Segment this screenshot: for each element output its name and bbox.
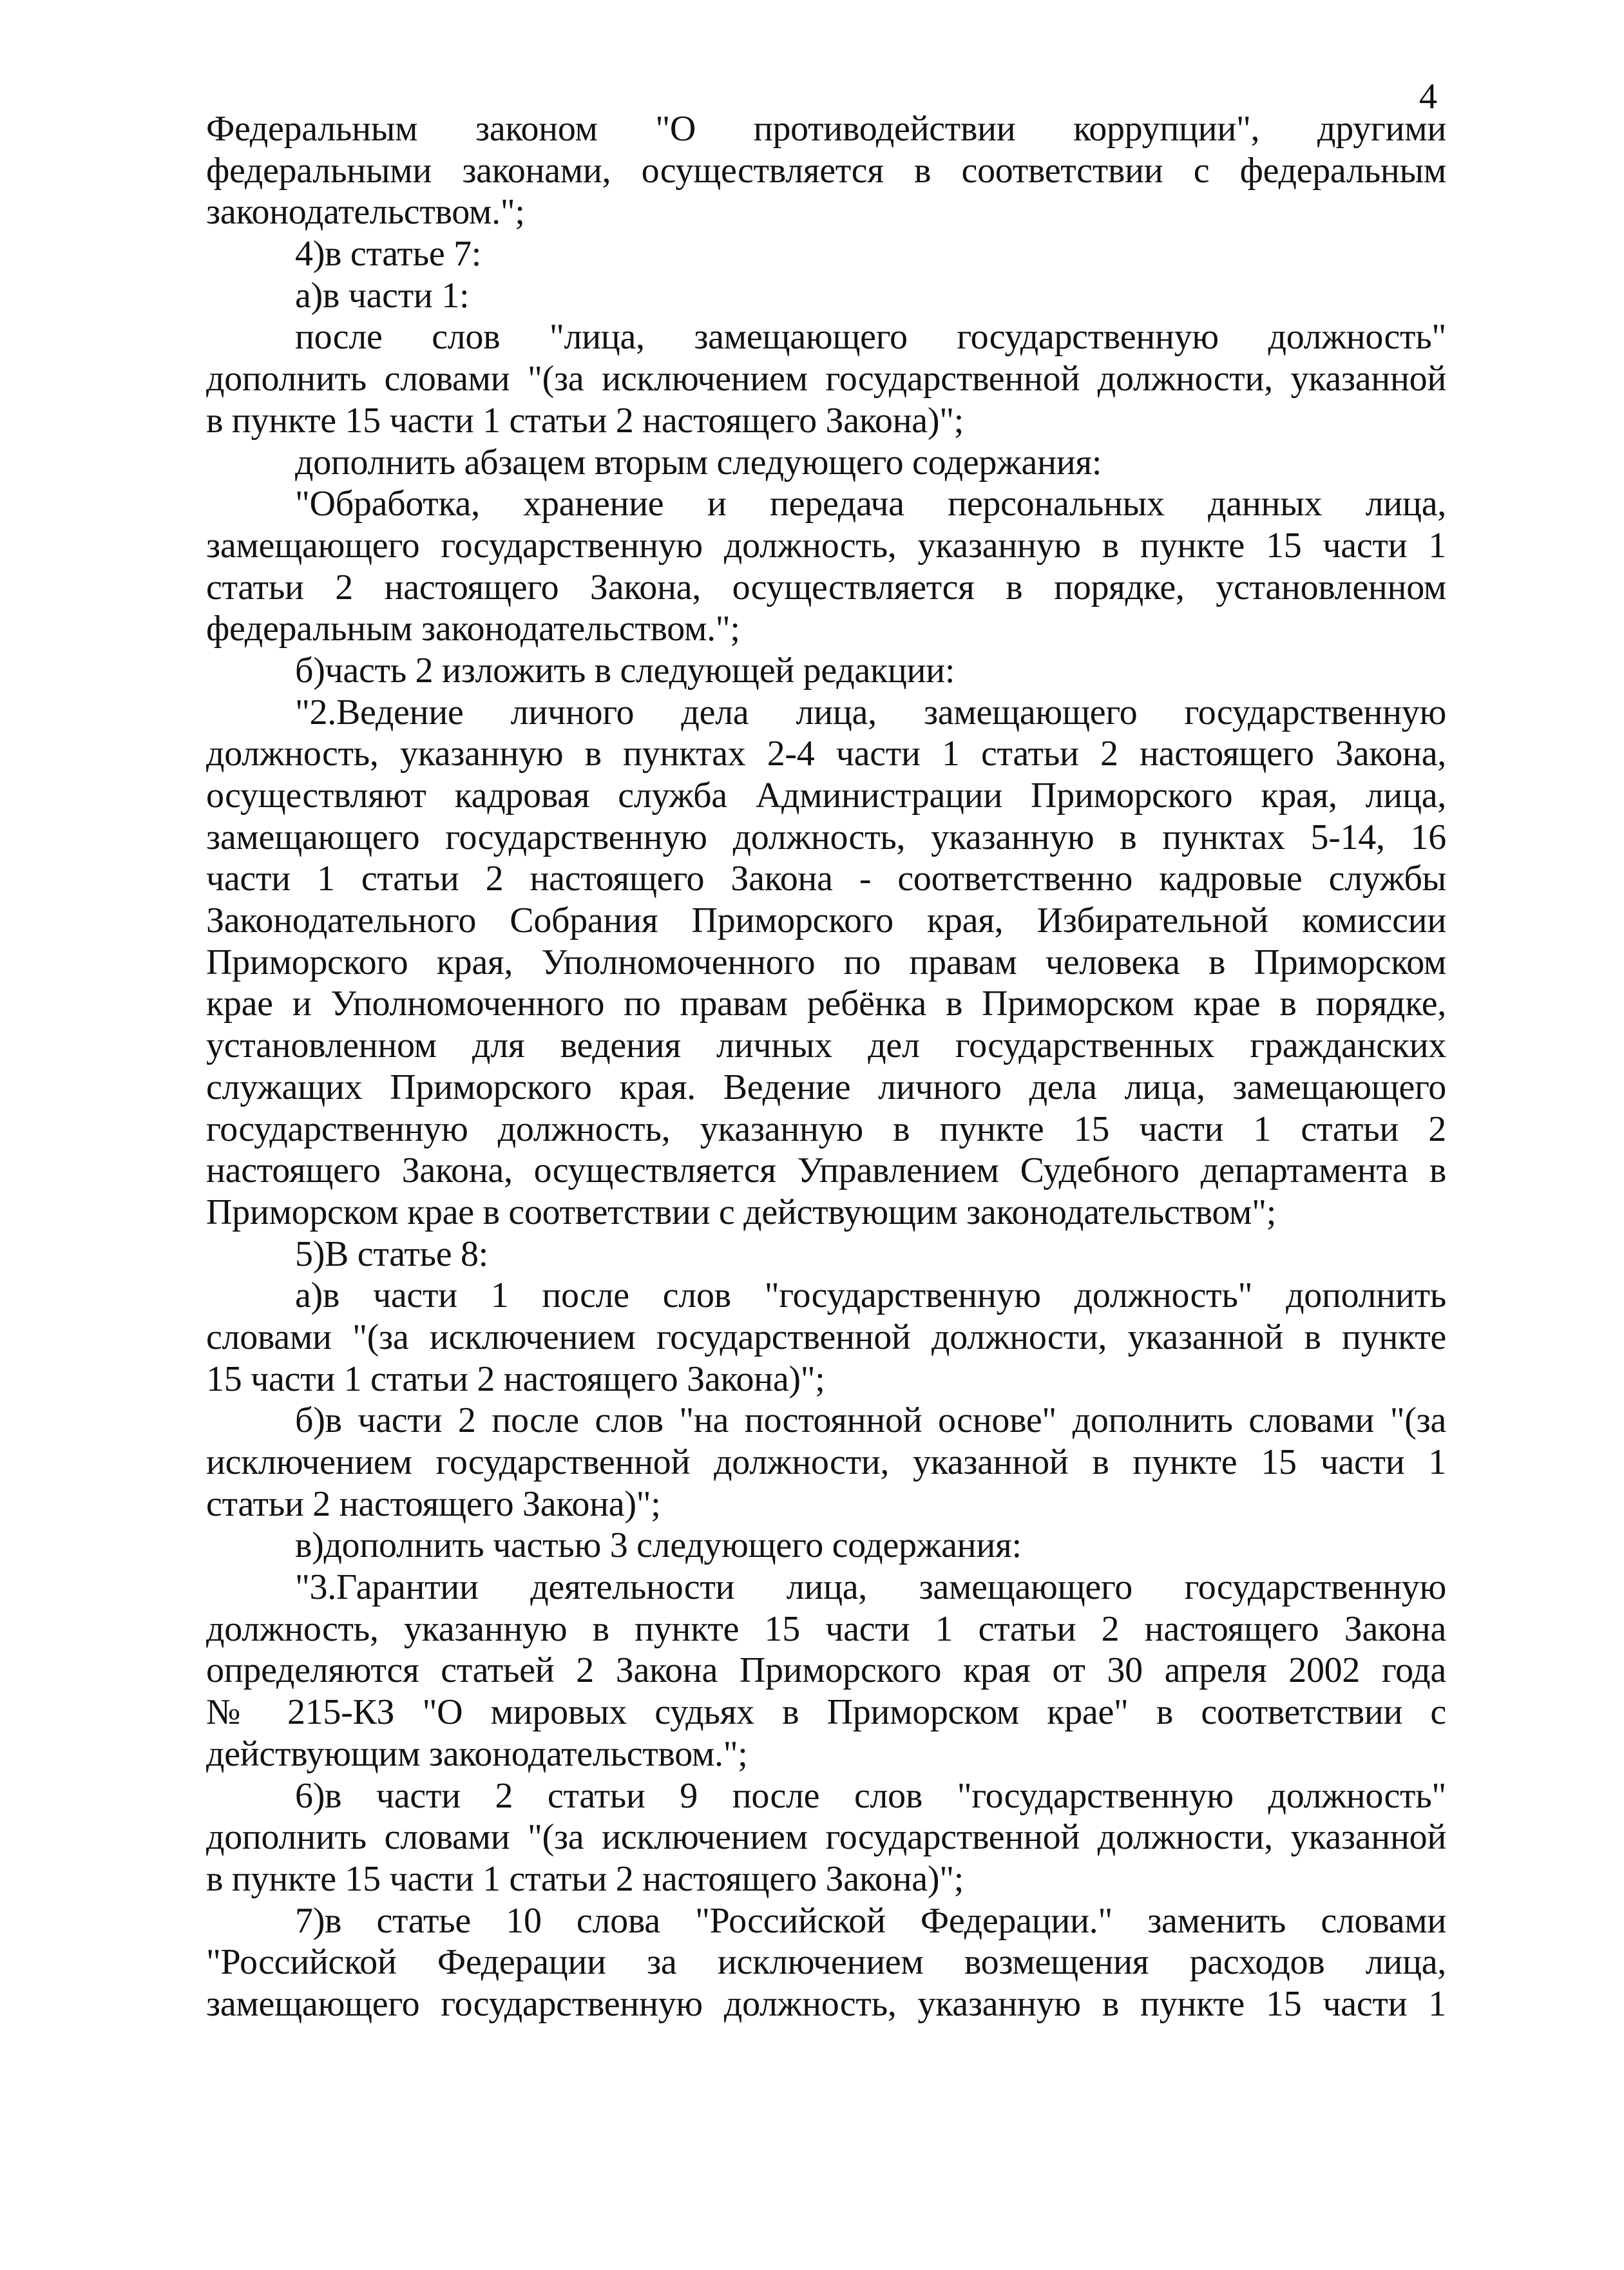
text-line: Федеральным законом "О противодействии коррупции", другими bbox=[206, 109, 1446, 149]
text-line: б)часть 2 изложить в следующей редакции: bbox=[295, 650, 955, 691]
text-line: б)в части 2 после слов "на постоянной основе" дополнить словами "(за bbox=[295, 1400, 1446, 1441]
text-line: после слов "лица, замещающего государственную должность" bbox=[295, 317, 1446, 358]
text-line: "3.Гарантии деятельности лица, замещающего государственную bbox=[295, 1567, 1446, 1608]
text-line: а)в части 1: bbox=[295, 275, 470, 316]
text-line: должность, указанную в пункте 15 части 1 статьи 2 настоящего Закона bbox=[206, 1608, 1446, 1649]
text-line: статьи 2 настоящего Закона, осуществляется в порядке, установленном bbox=[206, 567, 1446, 607]
text-line: федеральными законами, осуществляется в соответствии с федеральным bbox=[206, 150, 1446, 191]
text-line: № 215-КЗ "О мировых судьях в Приморском крае" в соответствии с bbox=[206, 1692, 1446, 1733]
text-line: части 1 статьи 2 настоящего Закона - соответственно кадровые службы bbox=[206, 859, 1446, 899]
text-line: дополнить абзацем вторым следующего содержания: bbox=[295, 442, 1102, 482]
text-line: "2.Ведение личного дела лица, замещающего государственную bbox=[295, 692, 1446, 732]
text-line: в)дополнить частью 3 следующего содержания: bbox=[295, 1525, 1022, 1566]
text-line: действующим законодательством."; bbox=[206, 1733, 748, 1774]
text-line: должность, указанную в пунктах 2-4 части 1 статьи 2 настоящего Закона, bbox=[206, 734, 1446, 774]
text-line: исключением государственной должности, указанной в пункте 15 части 1 bbox=[206, 1442, 1446, 1482]
text-line: замещающего государственную должность, указанную в пункте 15 части 1 bbox=[206, 525, 1446, 566]
text-line: законодательством."; bbox=[206, 192, 525, 233]
text-line: в пункте 15 части 1 статьи 2 настоящего Закона)"; bbox=[206, 400, 964, 441]
document-body bbox=[206, 108, 1446, 2025]
text-line: 4)в статье 7: bbox=[295, 234, 482, 274]
text-line: Приморском крае в соответствии с действующим законодательством"; bbox=[206, 1192, 1276, 1232]
text-line: 7)в статье 10 слова "Российской Федерации." заменить словами bbox=[295, 1900, 1446, 1941]
text-line: крае и Уполномоченного по правам ребёнка в Приморском крае в порядке, bbox=[206, 984, 1446, 1024]
text-line: дополнить словами "(за исключением государственной должности, указанной bbox=[206, 359, 1446, 399]
text-line: Законодательного Собрания Приморского края, Избирательной комиссии bbox=[206, 901, 1446, 941]
text-line: "Российской Федерации за исключением возмещения расходов лица, bbox=[206, 1942, 1446, 1983]
text-line: статьи 2 настоящего Закона)"; bbox=[206, 1483, 661, 1524]
text-line: 6)в части 2 статьи 9 после слов "государственную должность" bbox=[295, 1775, 1446, 1816]
text-line: замещающего государственную должность, указанную в пунктах 5-14, 16 bbox=[206, 817, 1446, 857]
text-line: федеральным законодательством."; bbox=[206, 609, 740, 649]
text-line: словами "(за исключением государственной должности, указанной в пункте bbox=[206, 1317, 1446, 1357]
page-number: 4 bbox=[1419, 77, 1437, 117]
text-line: осуществляют кадровая служба Администрации Приморского края, лица, bbox=[206, 776, 1446, 815]
text-line: "Обработка, хранение и передача персональных данных лица, bbox=[295, 484, 1446, 524]
text-line: государственную должность, указанную в пункте 15 части 1 статьи 2 bbox=[206, 1109, 1446, 1149]
text-line: настоящего Закона, осуществляется Управлением Судебного департамента в bbox=[206, 1150, 1446, 1191]
text-line: дополнить словами "(за исключением государственной должности, указанной bbox=[206, 1817, 1446, 1858]
text-line: 5)В статье 8: bbox=[295, 1234, 488, 1274]
text-line: служащих Приморского края. Ведение личного дела лица, замещающего bbox=[206, 1067, 1446, 1107]
text-line: определяются статьей 2 Закона Приморского края от 30 апреля 2002 года bbox=[206, 1650, 1446, 1691]
text-line: замещающего государственную должность, указанную в пункте 15 части 1 bbox=[206, 1983, 1446, 2024]
text-line: в пункте 15 части 1 статьи 2 настоящего Закона)"; bbox=[206, 1858, 964, 1899]
text-line: 15 части 1 статьи 2 настоящего Закона)"; bbox=[206, 1359, 825, 1399]
text-line: установленном для ведения личных дел государственных гражданских bbox=[206, 1025, 1446, 1066]
text-line: а)в части 1 после слов "государственную должность" дополнить bbox=[295, 1275, 1446, 1316]
text-line: Приморского края, Уполномоченного по правам человека в Приморском bbox=[206, 942, 1446, 982]
